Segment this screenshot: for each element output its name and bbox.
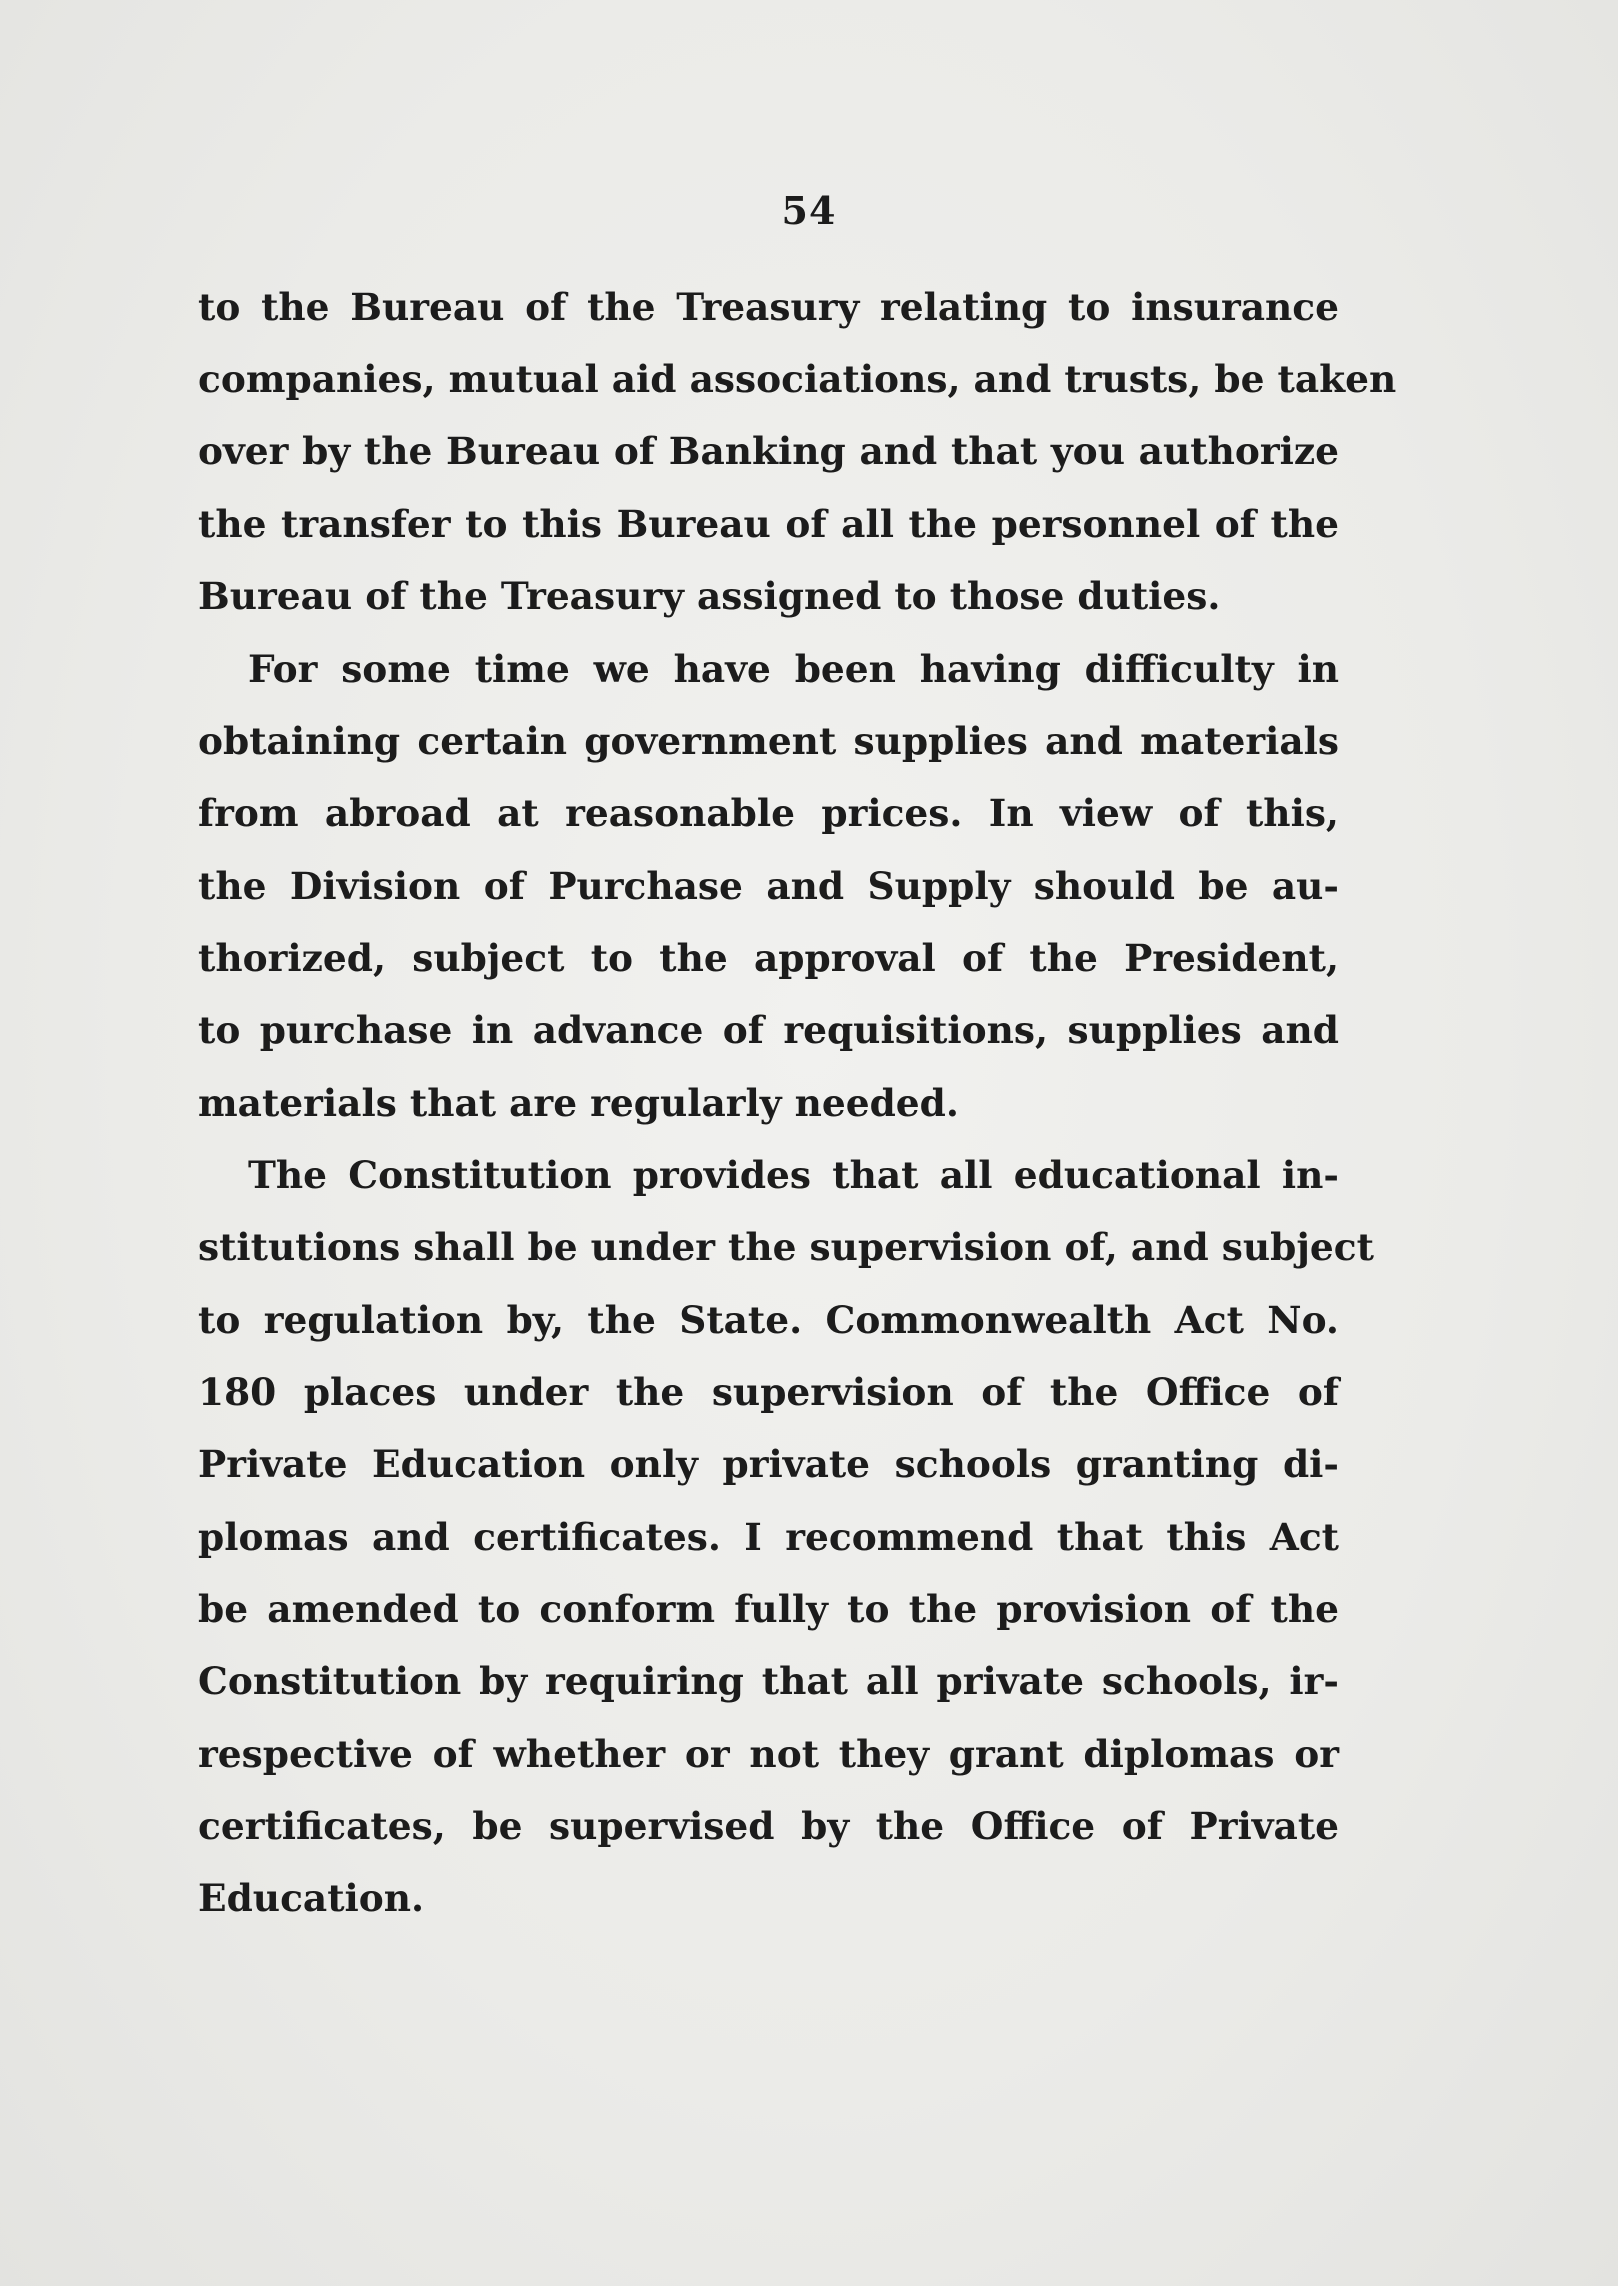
text-line: Private Education only private schools granting di- [198, 1442, 1339, 1486]
text-line: obtaining certain government supplies and materials [198, 719, 1339, 763]
text-line: companies, mutual aid associations, and trusts, be taken [198, 357, 1397, 401]
text-line: Bureau of the Treasury assigned to those duties. [198, 574, 1221, 618]
text-line: materials that are regularly needed. [198, 1081, 959, 1125]
text-line: to purchase in advance of requisitions, supplies and [198, 1008, 1339, 1052]
text-line: certificates, be supervised by the Office of Private [198, 1804, 1339, 1848]
text-line: thorized, subject to the approval of the President, [198, 936, 1339, 980]
text-line: plomas and certificates. I recommend that this Act [198, 1515, 1339, 1559]
text-line: stitutions shall be under the supervision of, and subject [198, 1225, 1374, 1269]
text-line: 180 places under the supervision of the Office of [198, 1370, 1339, 1414]
text-line: to regulation by, the State. Commonwealth Act No. [198, 1298, 1339, 1342]
text-line: Constitution by requiring that all private schools, ir- [198, 1659, 1339, 1703]
text-line: to the Bureau of the Treasury relating to insurance [198, 285, 1339, 329]
text-line: Education. [198, 1876, 425, 1920]
page-number: 54 [781, 188, 837, 233]
text-line: from abroad at reasonable prices. In view of this, [198, 791, 1339, 835]
text-line: The Constitution provides that all educational in- [248, 1153, 1339, 1197]
text-line: be amended to conform fully to the provision of the [198, 1587, 1339, 1631]
text-line: the transfer to this Bureau of all the personnel of the [198, 502, 1339, 546]
text-line: For some time we have been having difficulty in [248, 647, 1339, 691]
text-line: respective of whether or not they grant diplomas or [198, 1732, 1339, 1776]
text-line: over by the Bureau of Banking and that you authorize [198, 429, 1339, 473]
text-line: the Division of Purchase and Supply should be au- [198, 864, 1339, 908]
